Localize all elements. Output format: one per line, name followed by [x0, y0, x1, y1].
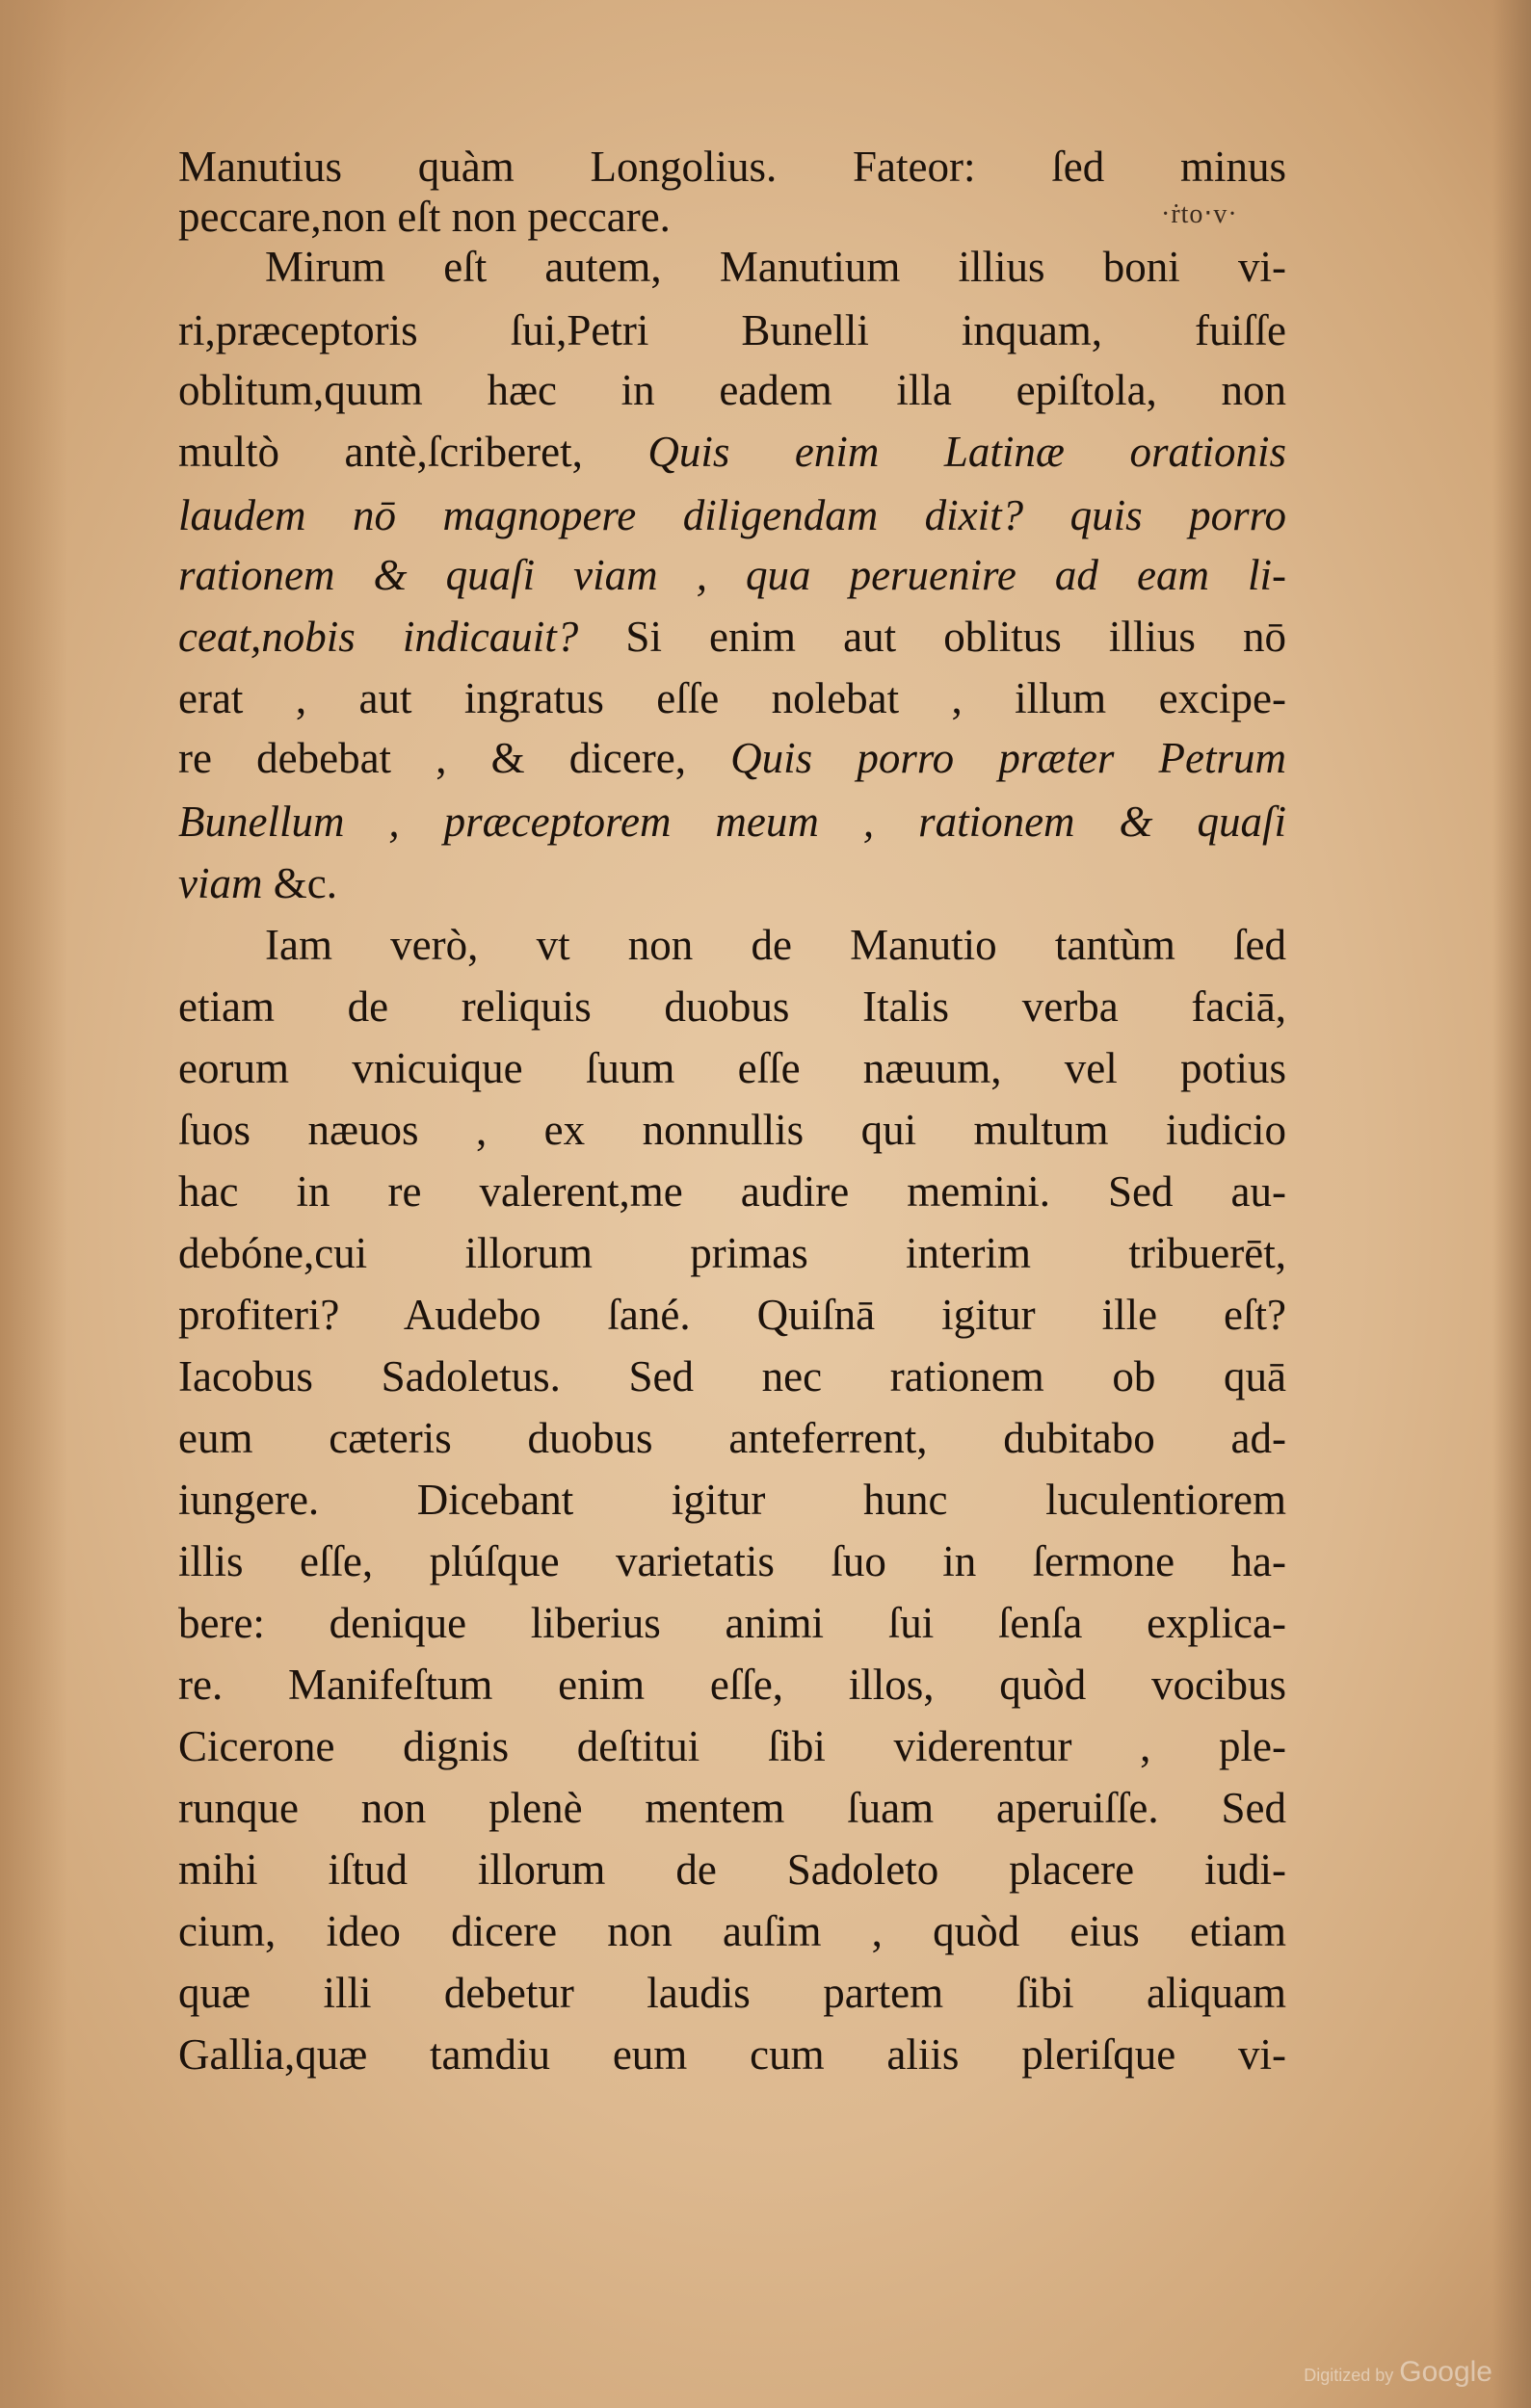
text-line: [178, 913, 1286, 977]
text-line: [178, 1160, 1286, 1223]
text-segment: quæ illi debetur laudis partem ſibi aliquam: [178, 1969, 1286, 2017]
text-segment: multò antè,ſcriberet,: [178, 428, 648, 476]
text-line: [178, 1714, 1286, 1778]
text-segment: peccare,non eſt non peccare.: [178, 193, 671, 241]
text-line: [178, 1283, 1286, 1347]
text-segment: Manutius quàm Longolius. Fateor: ſed minus: [178, 143, 1286, 191]
text-line: [178, 1468, 1286, 1531]
text-line: [178, 2023, 1286, 2086]
italic-quote-segment: Quis enim Latinæ orationis: [647, 428, 1286, 476]
text-segment: Cicerone dignis deſtitui ſibi viderentur , ple-: [178, 1722, 1286, 1770]
text-line: [178, 1345, 1286, 1408]
text-segment: Mirum eſt autem, Manutium illius boni vi-: [265, 243, 1286, 291]
text-segment: re debebat , & dicere,: [178, 734, 731, 782]
text-segment: profiteri? Audebo ſané. Quiſnā igitur ille eſt?: [178, 1291, 1286, 1339]
text-segment: eum cæteris duobus anteferrent, dubitabo ad-: [178, 1414, 1286, 1462]
text-line: [178, 851, 1286, 915]
text-line: [178, 605, 1286, 668]
text-segment: erat , aut ingratus eſſe nolebat , illum excipe-: [178, 674, 1286, 722]
text-line: [178, 543, 1286, 607]
text-line: [178, 790, 1286, 853]
text-segment: Gallia,quæ tamdiu eum cum aliis pleriſque vi-: [178, 2030, 1286, 2079]
text-line: [178, 1406, 1286, 1470]
text-segment: illis eſſe, plúſque varietatis ſuo in ſermone ha-: [178, 1537, 1286, 1585]
watermark-prefix: Digitized by: [1304, 2366, 1394, 2385]
text-line: [178, 1036, 1286, 1100]
text-segment: &c.: [262, 859, 337, 907]
text-segment: hac in re valerent,me audire memini. Sed au-: [178, 1167, 1286, 1216]
text-segment: mihi iſtud illorum de Sadoleto placere iudi-: [178, 1845, 1286, 1894]
text-line: [178, 1591, 1286, 1655]
text-line: [178, 358, 1286, 422]
text-line: [178, 726, 1286, 790]
text-segment: eorum vnicuique ſuum eſſe næuum, vel potius: [178, 1044, 1286, 1092]
text-segment: bere: denique liberius animi ſui ſenſa explica-: [178, 1599, 1286, 1647]
text-line: [178, 1221, 1286, 1285]
digitization-watermark: [1304, 2356, 1492, 2389]
text-segment: Iam verò, vt non de Manutio tantùm ſed: [265, 921, 1286, 969]
italic-quote-segment: viam: [178, 859, 263, 907]
text-line: [178, 975, 1286, 1038]
text-segment: runque non plenè mentem ſuam aperuiſſe. Sed: [178, 1784, 1286, 1832]
text-line: [178, 1098, 1286, 1162]
text-line: [178, 420, 1286, 484]
italic-quote-segment: laudem nō magnopere diligendam dixit? quis porro: [178, 491, 1286, 539]
text-line: [178, 1899, 1286, 1963]
text-line: [178, 1961, 1286, 2025]
italic-quote-segment: Bunellum , præceptorem meum , rationem & quaſi: [178, 798, 1286, 846]
text-line: [178, 1530, 1286, 1593]
text-segment: cium, ideo dicere non auſim , quòd eius etiam: [178, 1907, 1286, 1955]
text-line: [178, 1838, 1286, 1901]
watermark-brand: Google: [1399, 2356, 1492, 2388]
text-segment: ſuos næuos , ex nonnullis qui multum iudicio: [178, 1106, 1286, 1154]
text-line: [178, 235, 1286, 299]
text-line: [178, 667, 1286, 730]
text-segment: debóne,cui illorum primas interim tribuerēt,: [178, 1229, 1286, 1277]
italic-quote-segment: Quis porro præter Petrum: [730, 734, 1286, 782]
text-line: [178, 484, 1286, 547]
text-segment: etiam de reliquis duobus Italis verba faciā,: [178, 982, 1286, 1031]
text-segment: Si enim aut oblitus illius nō: [578, 613, 1286, 661]
text-segment: iungere. Dicebant igitur hunc luculentiorem: [178, 1476, 1286, 1524]
text-segment: re. Manifeſtum enim eſſe, illos, quòd vocibus: [178, 1661, 1286, 1709]
text-line: [178, 1776, 1286, 1840]
italic-quote-segment: ceat,nobis indicauit?: [178, 613, 579, 661]
marginal-mark: ·ṙto‧v·: [1161, 199, 1238, 229]
text-segment: Iacobus Sadoletus. Sed nec rationem ob quā: [178, 1352, 1286, 1400]
text-segment: ri,præceptoris ſui,Petri Bunelli inquam, fuiſſe: [178, 306, 1286, 354]
text-segment: oblitum,quum hæc in eadem illa epiſtola, non: [178, 366, 1286, 414]
italic-quote-segment: rationem & quaſi viam , qua peruenire ad eam li-: [178, 551, 1286, 599]
text-line: [178, 1653, 1286, 1716]
text-line: [178, 299, 1286, 362]
